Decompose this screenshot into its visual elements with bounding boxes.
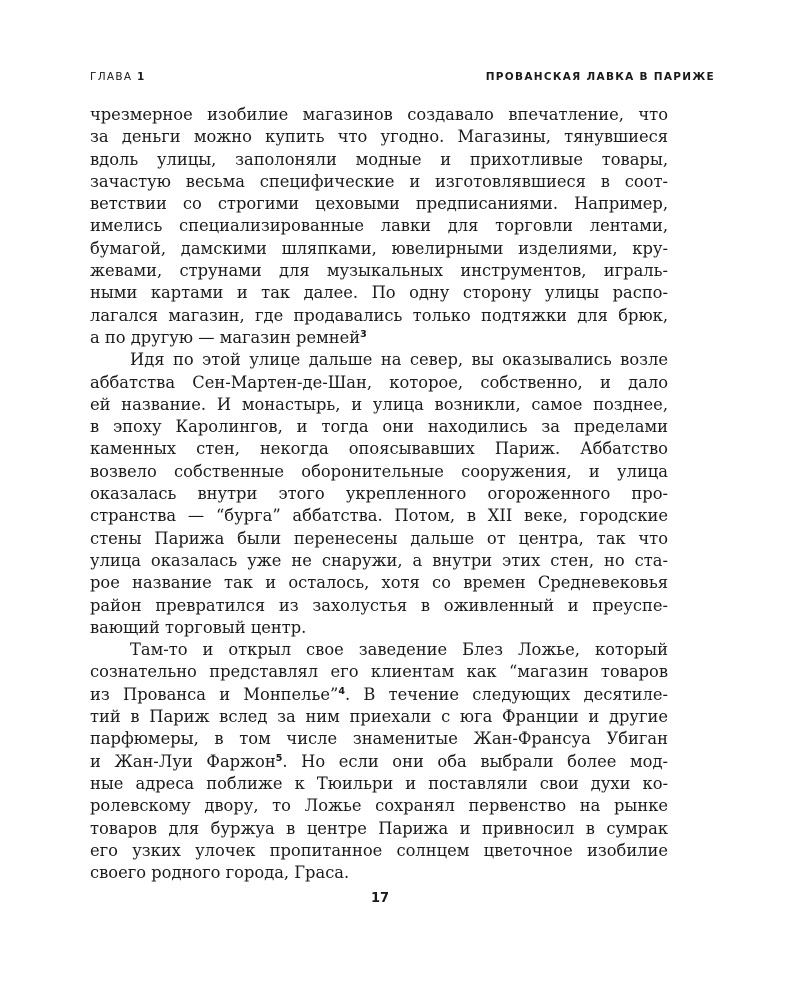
body-text [90, 104, 668, 884]
text-line: ные адреса поближе к Тюильри и поставляли свои духи ко- [90, 773, 668, 793]
footnote-marker[interactable]: 3 [360, 328, 367, 340]
paragraph-1 [90, 104, 668, 349]
text-line: сознательно представлял его клиентам как “магазин товаров [90, 662, 668, 682]
text-run: и Жан-Луи Фаржон [90, 751, 276, 771]
text-line [90, 751, 668, 773]
text-line: имелись специализированные лавки для торговли лентами, [90, 216, 668, 236]
text-line: ей название. И монастырь, и улица возникли, самое позднее, [90, 394, 668, 414]
text-line: его узких улочек пропитанное солнцем цветочное изобилие [90, 840, 668, 860]
chapter-label [90, 71, 146, 83]
text-line: чрезмерное изобилие магазинов создавало впечатление, что [90, 105, 668, 124]
text-line: в эпоху Каролингов, и тогда они находились за пределами [90, 417, 668, 437]
text-run: из Прованса и Монпелье” [90, 684, 339, 704]
text-run: . Но если они оба выбрали более мод- [282, 751, 668, 771]
text-line [90, 684, 668, 706]
text-line: каменных стен, некогда опоясывавших Париж. Аббатство [90, 439, 668, 459]
footnote-marker[interactable]: 5 [275, 752, 283, 764]
text-line: стены Парижа были перенесены дальше от центра, так что [90, 528, 668, 548]
text-line: район превратился из захолустья в оживленный и преуспе- [90, 595, 668, 615]
text-line: вдоль улицы, заполоняли модные и прихотливые товары, [90, 149, 668, 169]
running-head [90, 71, 715, 87]
text-line [90, 327, 668, 349]
text-line: бумагой, дамскими шляпками, ювелирными изделиями, кру- [90, 238, 668, 258]
text-line: своего родного города, Граса. [90, 863, 350, 883]
text-line: странства — “бурга” аббатства. Потом, в XII веке, городские [90, 506, 668, 526]
text-line: ными картами и так далее. По одну сторону улицы распо- [90, 283, 668, 303]
text-line: ролевскому двору, то Ложье сохранял первенство на рынке [90, 796, 668, 816]
text-line: рое название так и осталось, хотя со времен Средневековья [90, 573, 668, 593]
text-line: улица оказалась уже не снаружи, а внутри этих стен, но ста- [90, 550, 668, 570]
text-line: аббатства Сен-Мартен-де-Шан, которое, собственно, и дало [90, 372, 668, 392]
text-line: Идя по этой улице дальше на север, вы оказывались возле [130, 350, 668, 370]
chapter-label-text: ГЛАВА [90, 71, 133, 83]
footnote-marker[interactable]: 4 [338, 685, 345, 697]
text-line: вающий торговый центр. [90, 617, 307, 637]
paragraph-2 [90, 349, 668, 639]
text-line: товаров для буржуа в центре Парижа и привносил в сумрак [90, 818, 668, 838]
text-line: зачастую весьма специфические и изготовлявшиеся в соот- [90, 171, 668, 191]
text-line: лагался магазин, где продавались только подтяжки для брюк, [90, 305, 668, 325]
text-run: а по другую — магазин ремней [90, 327, 361, 347]
chapter-number: 1 [137, 71, 146, 83]
page-number: 17 [370, 891, 390, 906]
section-title: ПРОВАНСКАЯ ЛАВКА В ПАРИЖЕ [485, 71, 715, 83]
text-line: тий в Париж вслед за ним приехали с юга Франции и другие [90, 707, 668, 727]
text-line: возвело собственные оборонительные сооружения, и улица [90, 461, 668, 481]
text-line: оказалась внутри этого укрепленного огороженного про- [90, 484, 668, 504]
text-line: ветствии со строгими цеховыми предписаниями. Например, [90, 194, 668, 214]
text-line: Там-то и открыл свое заведение Блез Ложье, который [130, 640, 668, 660]
text-line: жевами, струнами для музыкальных инструментов, играль- [90, 261, 668, 281]
text-run: . В течение следующих десятиле- [344, 684, 668, 704]
paragraph-3 [90, 639, 668, 884]
text-line: за деньги можно купить что угодно. Магазины, тянувшиеся [90, 127, 668, 147]
text-line: парфюмеры, в том числе знаменитые Жан-Франсуа Убиган [90, 729, 668, 749]
